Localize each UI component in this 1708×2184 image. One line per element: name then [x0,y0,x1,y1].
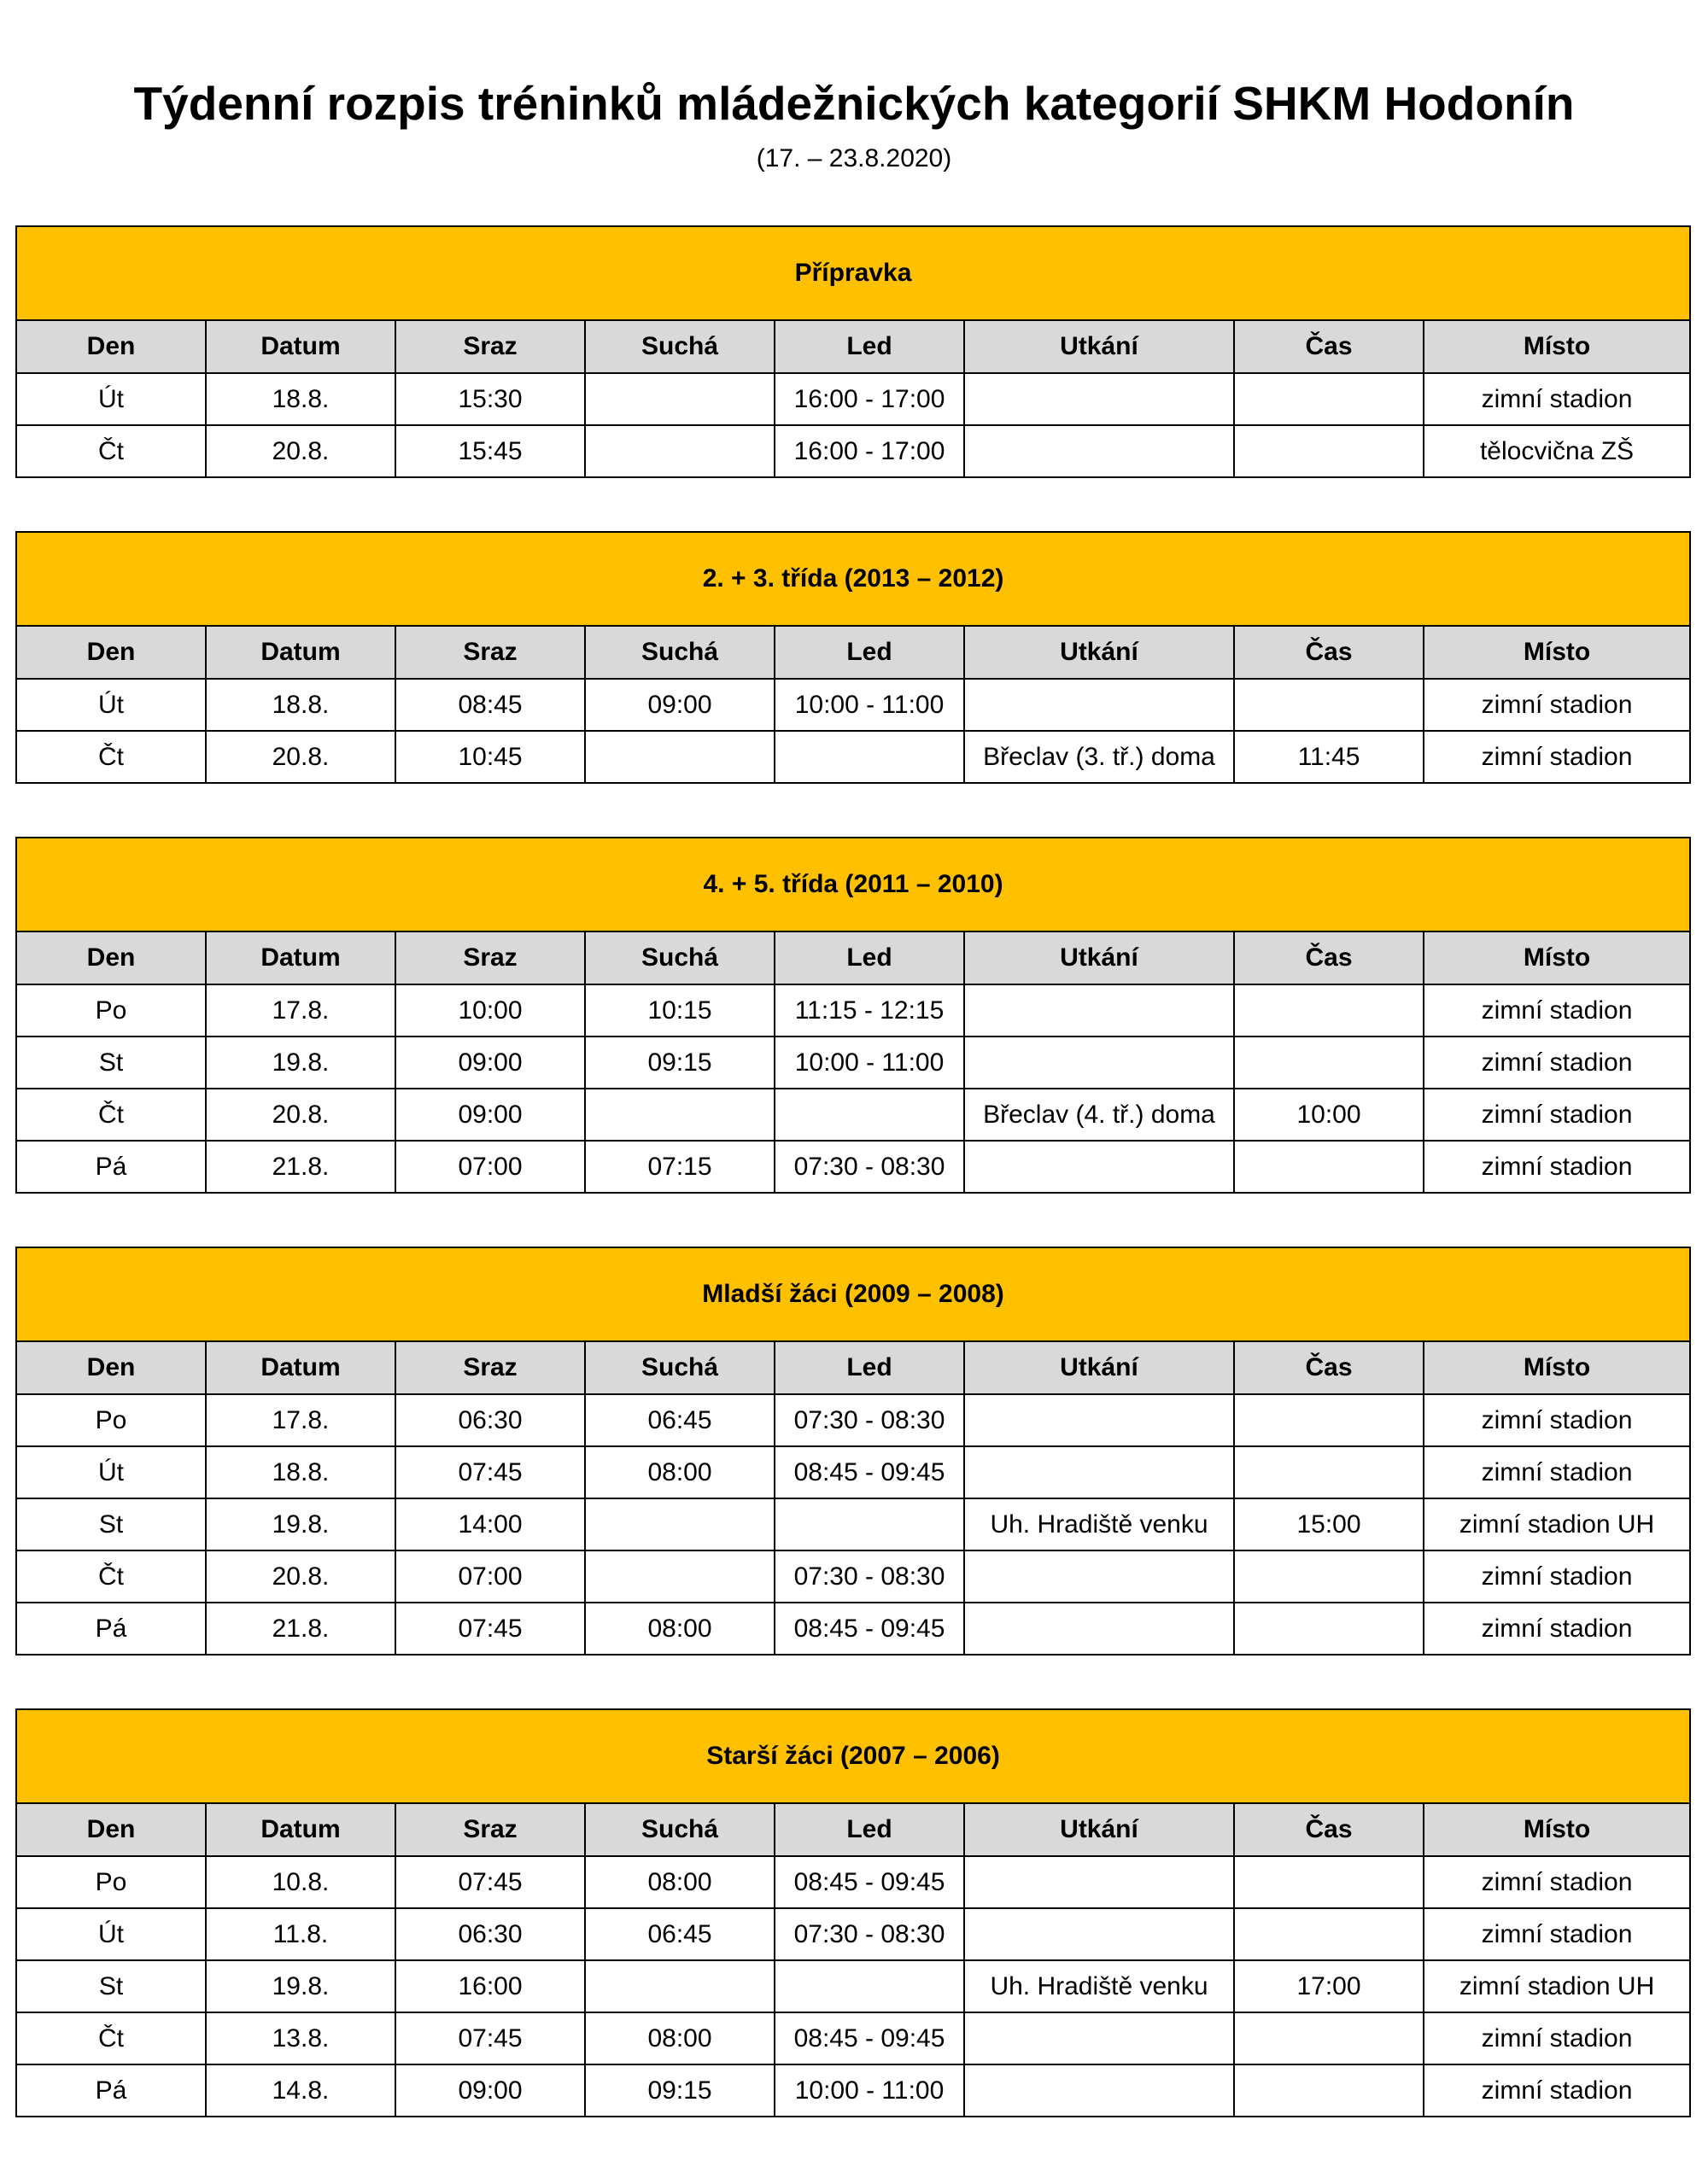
cell-place: zimní stadion [1424,984,1690,1037]
cell-match [964,1908,1234,1960]
column-header-place: Místo [1424,931,1690,984]
schedule-table [15,837,1691,1194]
column-header-dryland: Suchá [585,1803,775,1856]
cell-time [1234,1394,1424,1446]
cell-dryland: 10:15 [585,984,775,1037]
column-header-date: Datum [206,1803,395,1856]
cell-day: Út [16,1908,206,1960]
column-header-dryland: Suchá [585,320,775,373]
cell-time: 10:00 [1234,1089,1424,1141]
cell-date: 19.8. [206,1498,395,1550]
column-header-match: Utkání [964,1341,1234,1394]
cell-place: zimní stadion [1424,1089,1690,1141]
column-header-row [16,1341,1690,1394]
schedule-sections [15,225,1689,2170]
cell-meetup: 07:45 [395,1446,585,1498]
cell-ice: 07:30 - 08:30 [775,1141,964,1193]
cell-place: zimní stadion UH [1424,1498,1690,1550]
column-header-row [16,320,1690,373]
table-row [16,1089,1690,1141]
column-header-dryland: Suchá [585,626,775,679]
cell-dryland: 07:15 [585,1141,775,1193]
cell-ice: 08:45 - 09:45 [775,1603,964,1655]
column-header-time: Čas [1234,931,1424,984]
cell-place: zimní stadion [1424,2064,1690,2117]
cell-date: 10.8. [206,1856,395,1908]
column-header-day: Den [16,320,206,373]
cell-date: 17.8. [206,984,395,1037]
cell-dryland [585,1089,775,1141]
cell-match [964,679,1234,731]
cell-meetup: 06:30 [395,1394,585,1446]
cell-ice [775,1960,964,2012]
cell-date: 21.8. [206,1603,395,1655]
cell-ice: 16:00 - 17:00 [775,373,964,425]
cell-time [1234,1908,1424,1960]
cell-ice: 11:15 - 12:15 [775,984,964,1037]
column-header-date: Datum [206,626,395,679]
column-header-time: Čas [1234,1803,1424,1856]
cell-dryland: 06:45 [585,1394,775,1446]
table-row [16,373,1690,425]
table-row [16,425,1690,477]
cell-dryland [585,425,775,477]
cell-day: St [16,1960,206,2012]
section-title: 2. + 3. třída (2013 – 2012) [16,532,1690,626]
cell-match [964,1550,1234,1603]
column-header-ice: Led [775,626,964,679]
cell-dryland [585,1960,775,2012]
table-row [16,2064,1690,2117]
table-row [16,2012,1690,2064]
cell-time [1234,679,1424,731]
column-header-place: Místo [1424,320,1690,373]
column-header-row [16,931,1690,984]
cell-day: Čt [16,2012,206,2064]
cell-time [1234,1446,1424,1498]
cell-dryland: 09:15 [585,1037,775,1089]
cell-meetup: 16:00 [395,1960,585,2012]
cell-date: 14.8. [206,2064,395,2117]
column-header-day: Den [16,626,206,679]
column-header-meetup: Sraz [395,1803,585,1856]
cell-meetup: 07:45 [395,1856,585,1908]
column-header-day: Den [16,931,206,984]
column-header-place: Místo [1424,1803,1690,1856]
cell-ice: 10:00 - 11:00 [775,679,964,731]
schedule-section [15,1247,1689,1656]
page-header [0,0,1708,176]
cell-day: Pá [16,2064,206,2117]
cell-dryland: 08:00 [585,1446,775,1498]
column-header-ice: Led [775,931,964,984]
cell-match [964,425,1234,477]
cell-place: zimní stadion [1424,1037,1690,1089]
cell-day: Pá [16,1141,206,1193]
cell-ice: 08:45 - 09:45 [775,1446,964,1498]
table-row [16,1394,1690,1446]
cell-place: zimní stadion [1424,1603,1690,1655]
cell-dryland: 08:00 [585,2012,775,2064]
section-title: Starší žáci (2007 – 2006) [16,1709,1690,1803]
cell-match [964,1037,1234,1089]
cell-match [964,373,1234,425]
cell-time [1234,1550,1424,1603]
cell-time: 15:00 [1234,1498,1424,1550]
cell-day: Út [16,373,206,425]
cell-place: zimní stadion [1424,1550,1690,1603]
cell-match: Uh. Hradiště venku [964,1960,1234,2012]
cell-date: 18.8. [206,373,395,425]
cell-place: zimní stadion [1424,1394,1690,1446]
table-row [16,1446,1690,1498]
cell-match [964,1394,1234,1446]
column-header-match: Utkání [964,320,1234,373]
cell-day: Út [16,679,206,731]
column-header-time: Čas [1234,626,1424,679]
column-header-ice: Led [775,1341,964,1394]
cell-date: 17.8. [206,1394,395,1446]
schedule-section [15,225,1689,478]
cell-day: Po [16,984,206,1037]
column-header-meetup: Sraz [395,931,585,984]
cell-dryland: 08:00 [585,1603,775,1655]
table-row [16,679,1690,731]
cell-dryland [585,1498,775,1550]
cell-meetup: 14:00 [395,1498,585,1550]
cell-date: 13.8. [206,2012,395,2064]
cell-time: 11:45 [1234,731,1424,783]
table-row [16,1498,1690,1550]
cell-ice: 07:30 - 08:30 [775,1394,964,1446]
cell-time [1234,1603,1424,1655]
cell-dryland [585,1550,775,1603]
column-header-date: Datum [206,320,395,373]
cell-time [1234,2064,1424,2117]
cell-meetup: 15:30 [395,373,585,425]
cell-meetup: 09:00 [395,1037,585,1089]
cell-date: 19.8. [206,1037,395,1089]
cell-dryland: 08:00 [585,1856,775,1908]
cell-ice: 07:30 - 08:30 [775,1908,964,1960]
cell-place: zimní stadion [1424,2012,1690,2064]
cell-match [964,984,1234,1037]
cell-place: zimní stadion [1424,1908,1690,1960]
cell-day: Pá [16,1603,206,1655]
cell-day: Čt [16,731,206,783]
cell-place: zimní stadion UH [1424,1960,1690,2012]
cell-meetup: 07:45 [395,2012,585,2064]
cell-ice: 10:00 - 11:00 [775,2064,964,2117]
cell-place: zimní stadion [1424,1141,1690,1193]
cell-day: Čt [16,1550,206,1603]
cell-date: 18.8. [206,1446,395,1498]
column-header-day: Den [16,1341,206,1394]
cell-match [964,2012,1234,2064]
cell-meetup: 10:45 [395,731,585,783]
schedule-section [15,837,1689,1194]
cell-dryland [585,373,775,425]
cell-time: 17:00 [1234,1960,1424,2012]
cell-dryland: 09:00 [585,679,775,731]
cell-meetup: 10:00 [395,984,585,1037]
cell-day: Čt [16,425,206,477]
column-header-time: Čas [1234,1341,1424,1394]
cell-time [1234,984,1424,1037]
cell-time [1234,1037,1424,1089]
schedule-section [15,531,1689,784]
cell-match: Uh. Hradiště venku [964,1498,1234,1550]
cell-day: St [16,1037,206,1089]
column-header-meetup: Sraz [395,320,585,373]
column-header-dryland: Suchá [585,1341,775,1394]
cell-date: 20.8. [206,1089,395,1141]
cell-meetup: 09:00 [395,2064,585,2117]
cell-match: Břeclav (4. tř.) doma [964,1089,1234,1141]
schedule-table [15,1708,1691,2117]
cell-time [1234,425,1424,477]
cell-ice: 08:45 - 09:45 [775,1856,964,1908]
cell-ice [775,731,964,783]
column-header-row [16,1803,1690,1856]
cell-dryland: 06:45 [585,1908,775,1960]
cell-meetup: 07:00 [395,1550,585,1603]
schedule-table [15,1247,1691,1656]
section-title: 4. + 5. třída (2011 – 2010) [16,838,1690,931]
table-row [16,984,1690,1037]
cell-place: zimní stadion [1424,1856,1690,1908]
cell-day: Po [16,1394,206,1446]
table-row [16,1908,1690,1960]
cell-date: 19.8. [206,1960,395,2012]
cell-meetup: 08:45 [395,679,585,731]
table-row [16,1037,1690,1089]
column-header-ice: Led [775,320,964,373]
cell-date: 11.8. [206,1908,395,1960]
cell-time [1234,1141,1424,1193]
section-title: Přípravka [16,226,1690,320]
column-header-row [16,626,1690,679]
cell-ice: 10:00 - 11:00 [775,1037,964,1089]
cell-place: zimní stadion [1424,731,1690,783]
cell-meetup: 07:45 [395,1603,585,1655]
table-row [16,731,1690,783]
column-header-meetup: Sraz [395,1341,585,1394]
cell-dryland: 09:15 [585,2064,775,2117]
column-header-match: Utkání [964,931,1234,984]
table-row [16,1856,1690,1908]
cell-date: 20.8. [206,425,395,477]
cell-match [964,1446,1234,1498]
cell-meetup: 15:45 [395,425,585,477]
cell-meetup: 06:30 [395,1908,585,1960]
cell-day: Út [16,1446,206,1498]
cell-place: zimní stadion [1424,679,1690,731]
column-header-day: Den [16,1803,206,1856]
cell-time [1234,373,1424,425]
column-header-match: Utkání [964,1803,1234,1856]
cell-place: zimní stadion [1424,1446,1690,1498]
table-row [16,1603,1690,1655]
cell-date: 21.8. [206,1141,395,1193]
cell-ice [775,1089,964,1141]
schedule-table [15,531,1691,784]
cell-date: 20.8. [206,731,395,783]
cell-day: St [16,1498,206,1550]
table-row [16,1141,1690,1193]
column-header-date: Datum [206,1341,395,1394]
cell-match [964,1141,1234,1193]
section-title: Mladší žáci (2009 – 2008) [16,1247,1690,1341]
cell-time [1234,1856,1424,1908]
cell-ice [775,1498,964,1550]
cell-ice: 16:00 - 17:00 [775,425,964,477]
cell-match [964,1603,1234,1655]
cell-ice: 08:45 - 09:45 [775,2012,964,2064]
column-header-meetup: Sraz [395,626,585,679]
cell-match [964,2064,1234,2117]
cell-place: zimní stadion [1424,373,1690,425]
cell-dryland [585,731,775,783]
column-header-dryland: Suchá [585,931,775,984]
cell-meetup: 07:00 [395,1141,585,1193]
page-title: Týdenní rozpis tréninků mládežnických kategorií SHKM Hodonín [133,77,1575,130]
schedule-table [15,225,1691,478]
column-header-time: Čas [1234,320,1424,373]
cell-match [964,1856,1234,1908]
cell-day: Po [16,1856,206,1908]
cell-day: Čt [16,1089,206,1141]
column-header-ice: Led [775,1803,964,1856]
column-header-place: Místo [1424,1341,1690,1394]
column-header-place: Místo [1424,626,1690,679]
schedule-section [15,1708,1689,2117]
table-row [16,1960,1690,2012]
cell-meetup: 09:00 [395,1089,585,1141]
cell-time [1234,2012,1424,2064]
column-header-match: Utkání [964,626,1234,679]
cell-match: Břeclav (3. tř.) doma [964,731,1234,783]
table-row [16,1550,1690,1603]
cell-ice: 07:30 - 08:30 [775,1550,964,1603]
page-subtitle: (17. – 23.8.2020) [756,144,952,172]
column-header-date: Datum [206,931,395,984]
cell-date: 18.8. [206,679,395,731]
cell-place: tělocvična ZŠ [1424,425,1690,477]
cell-date: 20.8. [206,1550,395,1603]
